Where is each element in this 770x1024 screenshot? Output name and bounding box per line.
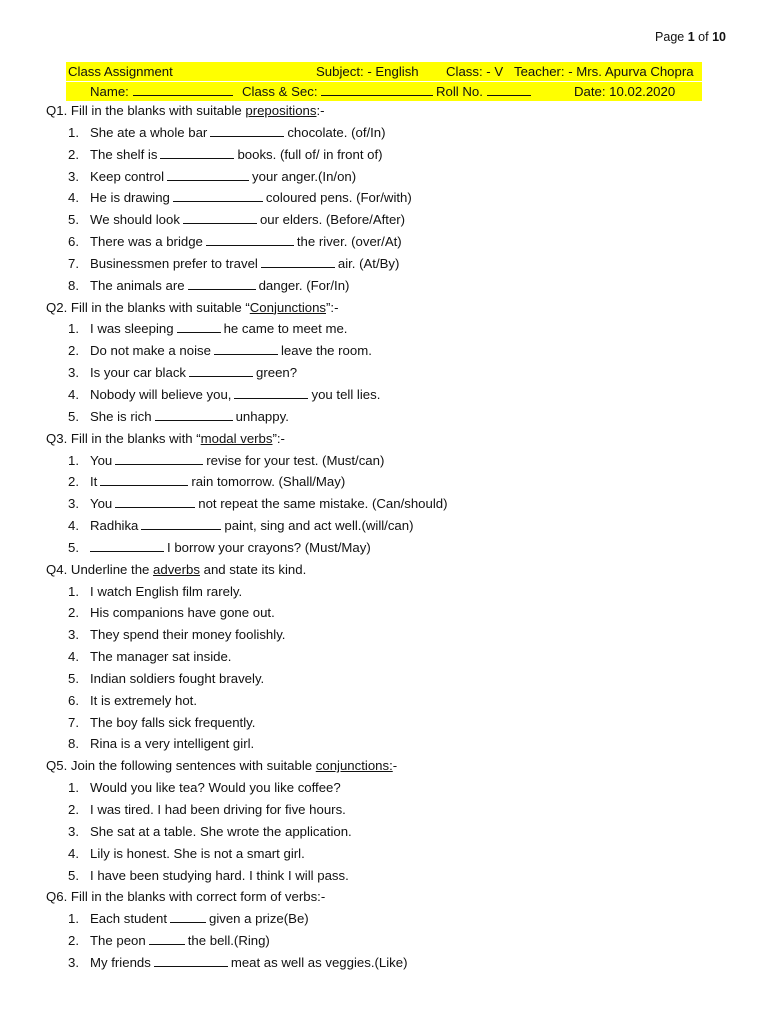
list-item: 2. It rain tomorrow. (Shall/May) <box>68 474 346 490</box>
list-item: 3. They spend their money foolishly. <box>68 627 286 643</box>
name-field <box>90 82 233 101</box>
keyword-conjunctions-q5: conjunctions: <box>315 758 393 774</box>
subject-label: Subject: - English <box>316 64 419 79</box>
question-4-heading: Q4. Underline the adverbs and state its kind. <box>46 561 307 577</box>
page-label: Page <box>655 30 685 44</box>
date-label: Date: 10.02.2020 <box>574 84 676 99</box>
list-item: 7. Businessmen prefer to travel air. (At/By) <box>68 255 400 271</box>
question-6-heading: Q6. Fill in the blanks with correct form of verbs:- <box>46 889 326 905</box>
keyword-prepositions: prepositions <box>245 103 317 118</box>
name-label: Name: <box>90 84 129 99</box>
list-item: 1. Each student given a prize(Be) <box>68 911 309 927</box>
list-item: 5. Indian soldiers fought bravely. <box>68 670 265 686</box>
list-item: 5. I have been studying hard. I think I will pass. <box>68 867 349 883</box>
class-label: Class: - V <box>446 64 504 79</box>
list-item: 8. The animals are danger. (For/In) <box>68 277 350 293</box>
list-item: 5. She is rich unhappy. <box>68 408 289 424</box>
question-2-heading: Q2. Fill in the blanks with suitable “Conjunctions”:- <box>46 299 339 315</box>
keyword-adverbs: adverbs <box>153 561 200 577</box>
list-item: 4. Lily is honest. She is not a smart girl. <box>68 845 305 861</box>
list-item: 4. The manager sat inside. <box>68 649 232 665</box>
list-item: 1. Would you like tea? Would you like coffee? <box>68 780 341 796</box>
list-item: 2. His companions have gone out. <box>68 605 275 621</box>
class-assignment-label: Class Assignment <box>68 64 173 79</box>
list-item: 3. You not repeat the same mistake. (Can/should) <box>68 496 448 512</box>
list-item: 6. There was a bridge the river. (over/At) <box>68 234 402 250</box>
list-item: 5. We should look our elders. (Before/After) <box>68 212 406 228</box>
class-sec-blank <box>321 83 433 96</box>
list-item: 4. Radhika paint, sing and act well.(will/can) <box>68 518 414 534</box>
page-total: 10 <box>712 30 726 44</box>
list-item: 2. I was tired. I had been driving for five hours. <box>68 802 346 817</box>
list-item: 2. Do not make a noise leave the room. <box>68 343 372 359</box>
roll-label: Roll No. <box>436 84 483 99</box>
list-item: 2. The shelf is books. (full of/ in front of) <box>68 146 383 162</box>
list-item: 3. She sat at a table. She wrote the application. <box>68 823 352 839</box>
list-item: 4. Nobody will believe you, you tell lies. <box>68 386 381 402</box>
list-item: 3. My friends meat as well as veggies.(Like) <box>68 954 408 970</box>
questions <box>46 100 736 974</box>
class-sec-field <box>242 82 433 101</box>
page-current: 1 <box>687 30 695 44</box>
roll-field <box>436 82 531 101</box>
question-5-heading: Q5. Join the following sentences with suitable conjunctions:- <box>46 758 398 774</box>
list-item: 7. The boy falls sick frequently. <box>68 714 256 730</box>
class-sec-label: Class & Sec: <box>242 84 318 99</box>
list-item: 2. The peon the bell.(Ring) <box>68 933 270 949</box>
question-3-heading: Q3. Fill in the blanks with “modal verbs”:- <box>46 430 285 446</box>
list-item: 1. I was sleeping he came to meet me. <box>68 321 348 337</box>
teacher-label: Teacher: - Mrs. Apurva Chopra <box>514 64 694 79</box>
list-item: 6. It is extremely hot. <box>68 692 198 708</box>
list-item: 8. Rina is a very intelligent girl. <box>68 736 255 752</box>
keyword-conjunctions: Conjunctions <box>249 299 327 315</box>
list-item: 4. He is drawing coloured pens. (For/with) <box>68 190 412 206</box>
list-item: 1. You revise for your test. (Must/can) <box>68 452 385 468</box>
name-blank <box>133 83 233 96</box>
list-item: 3. Keep control your anger.(In/on) <box>68 168 357 184</box>
page-indicator <box>655 30 726 44</box>
roll-blank <box>487 83 531 96</box>
question-1-heading: Q1. Fill in the blanks with suitable prepositions:- <box>46 103 325 118</box>
list-item: 1. She ate a whole bar chocolate. (of/In) <box>68 124 386 140</box>
list-item: 5. I borrow your crayons? (Must/May) <box>68 539 371 555</box>
keyword-modal-verbs: modal verbs <box>200 430 273 446</box>
list-item: 1. I watch English film rarely. <box>68 583 243 599</box>
page-of: of <box>698 30 709 44</box>
list-item: 3. Is your car black green? <box>68 365 298 381</box>
